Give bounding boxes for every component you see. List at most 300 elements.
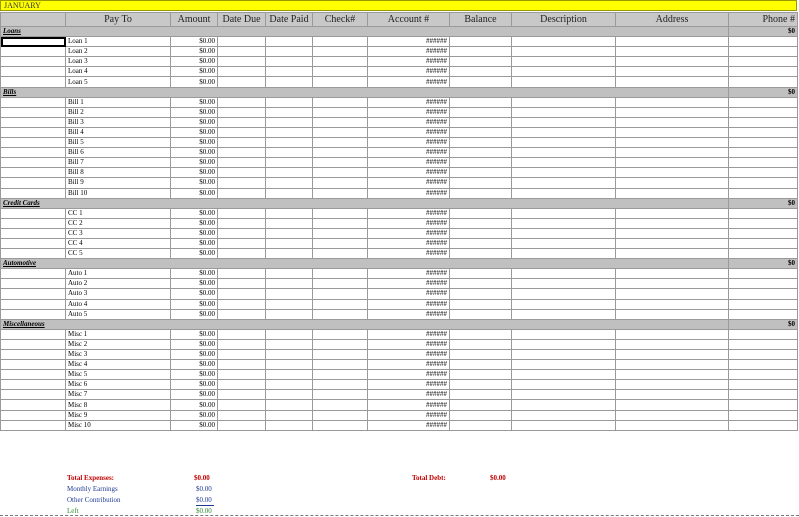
check-cell[interactable]	[313, 168, 368, 178]
balance-cell[interactable]	[450, 77, 512, 87]
phone-cell[interactable]	[729, 97, 798, 107]
date-due-cell[interactable]	[218, 350, 266, 360]
amount-cell[interactable]: $0.00	[171, 97, 218, 107]
account-cell[interactable]: ######	[368, 390, 450, 400]
check-cell[interactable]	[313, 138, 368, 148]
amount-cell[interactable]: $0.00	[171, 148, 218, 158]
description-cell[interactable]	[512, 339, 616, 349]
phone-cell[interactable]	[729, 57, 798, 67]
check-cell[interactable]	[313, 148, 368, 158]
account-cell[interactable]: ######	[368, 410, 450, 420]
amount-cell[interactable]: $0.00	[171, 269, 218, 279]
description-cell[interactable]	[512, 117, 616, 127]
address-cell[interactable]	[616, 380, 729, 390]
account-cell[interactable]: ######	[368, 370, 450, 380]
pay-to-cell[interactable]: Auto 4	[66, 299, 171, 309]
check-cell[interactable]	[313, 188, 368, 198]
date-due-cell[interactable]	[218, 107, 266, 117]
other-contribution-value[interactable]: $0.00	[196, 496, 214, 506]
section-total[interactable]: $0	[729, 259, 798, 269]
pay-to-cell[interactable]: Misc 8	[66, 400, 171, 410]
account-cell[interactable]: ######	[368, 299, 450, 309]
date-paid-cell[interactable]	[266, 370, 313, 380]
date-paid-cell[interactable]	[266, 420, 313, 430]
section-total[interactable]: $0	[729, 87, 798, 97]
amount-cell[interactable]: $0.00	[171, 249, 218, 259]
date-due-cell[interactable]	[218, 97, 266, 107]
column-header[interactable]: Amount	[171, 13, 218, 27]
amount-cell[interactable]: $0.00	[171, 339, 218, 349]
address-cell[interactable]	[616, 178, 729, 188]
row-cell[interactable]	[1, 390, 66, 400]
phone-cell[interactable]	[729, 299, 798, 309]
balance-cell[interactable]	[450, 218, 512, 228]
column-header[interactable]: Date Due	[218, 13, 266, 27]
description-cell[interactable]	[512, 279, 616, 289]
pay-to-cell[interactable]: Loan 3	[66, 57, 171, 67]
address-cell[interactable]	[616, 410, 729, 420]
account-cell[interactable]: ######	[368, 400, 450, 410]
date-paid-cell[interactable]	[266, 218, 313, 228]
address-cell[interactable]	[616, 339, 729, 349]
date-due-cell[interactable]	[218, 218, 266, 228]
description-cell[interactable]	[512, 380, 616, 390]
row-cell[interactable]	[1, 107, 66, 117]
account-cell[interactable]: ######	[368, 309, 450, 319]
row-cell[interactable]	[1, 228, 66, 238]
row-cell[interactable]	[1, 370, 66, 380]
account-cell[interactable]: ######	[368, 77, 450, 87]
description-cell[interactable]	[512, 97, 616, 107]
balance-cell[interactable]	[450, 309, 512, 319]
check-cell[interactable]	[313, 309, 368, 319]
amount-cell[interactable]: $0.00	[171, 279, 218, 289]
description-cell[interactable]	[512, 299, 616, 309]
balance-cell[interactable]	[450, 97, 512, 107]
row-cell[interactable]	[1, 67, 66, 77]
account-cell[interactable]: ######	[368, 249, 450, 259]
monthly-earnings-value[interactable]: $0.00	[196, 485, 212, 493]
amount-cell[interactable]: $0.00	[171, 127, 218, 137]
row-cell[interactable]	[1, 380, 66, 390]
row-cell[interactable]	[1, 238, 66, 248]
address-cell[interactable]	[616, 218, 729, 228]
amount-cell[interactable]: $0.00	[171, 309, 218, 319]
check-cell[interactable]	[313, 360, 368, 370]
address-cell[interactable]	[616, 329, 729, 339]
balance-cell[interactable]	[450, 400, 512, 410]
row-cell[interactable]	[1, 400, 66, 410]
phone-cell[interactable]	[729, 339, 798, 349]
pay-to-cell[interactable]: Loan 2	[66, 47, 171, 57]
date-due-cell[interactable]	[218, 208, 266, 218]
phone-cell[interactable]	[729, 360, 798, 370]
amount-cell[interactable]: $0.00	[171, 380, 218, 390]
description-cell[interactable]	[512, 57, 616, 67]
description-cell[interactable]	[512, 309, 616, 319]
balance-cell[interactable]	[450, 67, 512, 77]
row-cell[interactable]	[1, 57, 66, 67]
address-cell[interactable]	[616, 208, 729, 218]
phone-cell[interactable]	[729, 148, 798, 158]
check-cell[interactable]	[313, 238, 368, 248]
section-title[interactable]: Bills	[1, 87, 729, 97]
account-cell[interactable]: ######	[368, 279, 450, 289]
row-cell[interactable]	[1, 77, 66, 87]
date-due-cell[interactable]	[218, 360, 266, 370]
date-paid-cell[interactable]	[266, 309, 313, 319]
date-due-cell[interactable]	[218, 420, 266, 430]
balance-cell[interactable]	[450, 107, 512, 117]
row-cell[interactable]	[1, 188, 66, 198]
amount-cell[interactable]: $0.00	[171, 158, 218, 168]
row-cell[interactable]	[1, 299, 66, 309]
date-paid-cell[interactable]	[266, 380, 313, 390]
check-cell[interactable]	[313, 158, 368, 168]
date-due-cell[interactable]	[218, 329, 266, 339]
date-due-cell[interactable]	[218, 178, 266, 188]
row-cell[interactable]	[1, 117, 66, 127]
address-cell[interactable]	[616, 148, 729, 158]
balance-cell[interactable]	[450, 410, 512, 420]
balance-cell[interactable]	[450, 228, 512, 238]
account-cell[interactable]: ######	[368, 339, 450, 349]
balance-cell[interactable]	[450, 57, 512, 67]
description-cell[interactable]	[512, 329, 616, 339]
account-cell[interactable]: ######	[368, 380, 450, 390]
date-due-cell[interactable]	[218, 309, 266, 319]
balance-cell[interactable]	[450, 168, 512, 178]
header-blank[interactable]	[1, 13, 66, 27]
section-total[interactable]: $0	[729, 27, 798, 37]
date-paid-cell[interactable]	[266, 168, 313, 178]
description-cell[interactable]	[512, 208, 616, 218]
row-cell[interactable]	[1, 329, 66, 339]
phone-cell[interactable]	[729, 127, 798, 137]
pay-to-cell[interactable]: Auto 1	[66, 269, 171, 279]
address-cell[interactable]	[616, 57, 729, 67]
date-due-cell[interactable]	[218, 380, 266, 390]
account-cell[interactable]: ######	[368, 47, 450, 57]
pay-to-cell[interactable]: CC 5	[66, 249, 171, 259]
phone-cell[interactable]	[729, 208, 798, 218]
date-paid-cell[interactable]	[266, 299, 313, 309]
amount-cell[interactable]: $0.00	[171, 208, 218, 218]
amount-cell[interactable]: $0.00	[171, 178, 218, 188]
row-cell[interactable]	[1, 168, 66, 178]
balance-cell[interactable]	[450, 279, 512, 289]
date-paid-cell[interactable]	[266, 238, 313, 248]
amount-cell[interactable]: $0.00	[171, 218, 218, 228]
row-cell[interactable]	[1, 158, 66, 168]
address-cell[interactable]	[616, 97, 729, 107]
pay-to-cell[interactable]: Bill 1	[66, 97, 171, 107]
description-cell[interactable]	[512, 269, 616, 279]
pay-to-cell[interactable]: CC 3	[66, 228, 171, 238]
pay-to-cell[interactable]: Bill 10	[66, 188, 171, 198]
account-cell[interactable]: ######	[368, 420, 450, 430]
account-cell[interactable]: ######	[368, 97, 450, 107]
check-cell[interactable]	[313, 178, 368, 188]
pay-to-cell[interactable]: Bill 4	[66, 127, 171, 137]
row-cell[interactable]	[1, 148, 66, 158]
pay-to-cell[interactable]: Bill 5	[66, 138, 171, 148]
balance-cell[interactable]	[450, 289, 512, 299]
date-paid-cell[interactable]	[266, 350, 313, 360]
date-paid-cell[interactable]	[266, 228, 313, 238]
address-cell[interactable]	[616, 420, 729, 430]
phone-cell[interactable]	[729, 218, 798, 228]
phone-cell[interactable]	[729, 107, 798, 117]
phone-cell[interactable]	[729, 269, 798, 279]
balance-cell[interactable]	[450, 350, 512, 360]
phone-cell[interactable]	[729, 329, 798, 339]
address-cell[interactable]	[616, 279, 729, 289]
check-cell[interactable]	[313, 420, 368, 430]
date-paid-cell[interactable]	[266, 148, 313, 158]
date-paid-cell[interactable]	[266, 138, 313, 148]
account-cell[interactable]: ######	[368, 350, 450, 360]
check-cell[interactable]	[313, 97, 368, 107]
balance-cell[interactable]	[450, 269, 512, 279]
amount-cell[interactable]: $0.00	[171, 400, 218, 410]
pay-to-cell[interactable]: Misc 4	[66, 360, 171, 370]
section-title[interactable]: Credit Cards	[1, 198, 729, 208]
account-cell[interactable]: ######	[368, 127, 450, 137]
date-paid-cell[interactable]	[266, 400, 313, 410]
address-cell[interactable]	[616, 168, 729, 178]
check-cell[interactable]	[313, 57, 368, 67]
address-cell[interactable]	[616, 107, 729, 117]
account-cell[interactable]: ######	[368, 148, 450, 158]
pay-to-cell[interactable]: Bill 8	[66, 168, 171, 178]
balance-cell[interactable]	[450, 158, 512, 168]
phone-cell[interactable]	[729, 77, 798, 87]
pay-to-cell[interactable]: Bill 6	[66, 148, 171, 158]
balance-cell[interactable]	[450, 420, 512, 430]
address-cell[interactable]	[616, 117, 729, 127]
balance-cell[interactable]	[450, 238, 512, 248]
amount-cell[interactable]: $0.00	[171, 47, 218, 57]
section-total[interactable]: $0	[729, 319, 798, 329]
pay-to-cell[interactable]: Auto 5	[66, 309, 171, 319]
phone-cell[interactable]	[729, 47, 798, 57]
amount-cell[interactable]: $0.00	[171, 67, 218, 77]
address-cell[interactable]	[616, 370, 729, 380]
balance-cell[interactable]	[450, 380, 512, 390]
section-title[interactable]: Automotive	[1, 259, 729, 269]
date-due-cell[interactable]	[218, 289, 266, 299]
amount-cell[interactable]: $0.00	[171, 360, 218, 370]
check-cell[interactable]	[313, 77, 368, 87]
balance-cell[interactable]	[450, 47, 512, 57]
balance-cell[interactable]	[450, 117, 512, 127]
account-cell[interactable]: ######	[368, 117, 450, 127]
description-cell[interactable]	[512, 350, 616, 360]
amount-cell[interactable]: $0.00	[171, 350, 218, 360]
pay-to-cell[interactable]: CC 2	[66, 218, 171, 228]
phone-cell[interactable]	[729, 178, 798, 188]
row-cell[interactable]	[1, 97, 66, 107]
check-cell[interactable]	[313, 370, 368, 380]
date-due-cell[interactable]	[218, 47, 266, 57]
check-cell[interactable]	[313, 67, 368, 77]
description-cell[interactable]	[512, 47, 616, 57]
date-paid-cell[interactable]	[266, 249, 313, 259]
amount-cell[interactable]: $0.00	[171, 37, 218, 47]
phone-cell[interactable]	[729, 188, 798, 198]
balance-cell[interactable]	[450, 127, 512, 137]
pay-to-cell[interactable]: Misc 2	[66, 339, 171, 349]
pay-to-cell[interactable]: Loan 1	[66, 37, 171, 47]
date-due-cell[interactable]	[218, 148, 266, 158]
check-cell[interactable]	[313, 208, 368, 218]
date-due-cell[interactable]	[218, 117, 266, 127]
date-paid-cell[interactable]	[266, 329, 313, 339]
account-cell[interactable]: ######	[368, 158, 450, 168]
phone-cell[interactable]	[729, 168, 798, 178]
pay-to-cell[interactable]: Misc 3	[66, 350, 171, 360]
check-cell[interactable]	[313, 279, 368, 289]
date-due-cell[interactable]	[218, 77, 266, 87]
column-header[interactable]: Date Paid	[266, 13, 313, 27]
phone-cell[interactable]	[729, 370, 798, 380]
account-cell[interactable]: ######	[368, 289, 450, 299]
phone-cell[interactable]	[729, 228, 798, 238]
account-cell[interactable]: ######	[368, 238, 450, 248]
amount-cell[interactable]: $0.00	[171, 299, 218, 309]
row-cell[interactable]	[1, 249, 66, 259]
column-header[interactable]: Balance	[450, 13, 512, 27]
date-due-cell[interactable]	[218, 339, 266, 349]
description-cell[interactable]	[512, 420, 616, 430]
date-due-cell[interactable]	[218, 127, 266, 137]
row-cell[interactable]	[1, 208, 66, 218]
address-cell[interactable]	[616, 390, 729, 400]
account-cell[interactable]: ######	[368, 228, 450, 238]
check-cell[interactable]	[313, 299, 368, 309]
pay-to-cell[interactable]: Misc 5	[66, 370, 171, 380]
balance-cell[interactable]	[450, 188, 512, 198]
row-cell[interactable]	[1, 178, 66, 188]
date-paid-cell[interactable]	[266, 67, 313, 77]
pay-to-cell[interactable]: Misc 1	[66, 329, 171, 339]
description-cell[interactable]	[512, 178, 616, 188]
amount-cell[interactable]: $0.00	[171, 107, 218, 117]
account-cell[interactable]: ######	[368, 57, 450, 67]
date-paid-cell[interactable]	[266, 188, 313, 198]
phone-cell[interactable]	[729, 380, 798, 390]
date-paid-cell[interactable]	[266, 117, 313, 127]
account-cell[interactable]: ######	[368, 67, 450, 77]
check-cell[interactable]	[313, 249, 368, 259]
amount-cell[interactable]: $0.00	[171, 289, 218, 299]
check-cell[interactable]	[313, 329, 368, 339]
phone-cell[interactable]	[729, 400, 798, 410]
row-cell[interactable]	[1, 269, 66, 279]
balance-cell[interactable]	[450, 339, 512, 349]
phone-cell[interactable]	[729, 350, 798, 360]
address-cell[interactable]	[616, 249, 729, 259]
phone-cell[interactable]	[729, 138, 798, 148]
amount-cell[interactable]: $0.00	[171, 370, 218, 380]
address-cell[interactable]	[616, 289, 729, 299]
date-due-cell[interactable]	[218, 299, 266, 309]
pay-to-cell[interactable]: Bill 3	[66, 117, 171, 127]
check-cell[interactable]	[313, 289, 368, 299]
balance-cell[interactable]	[450, 360, 512, 370]
date-due-cell[interactable]	[218, 37, 266, 47]
balance-cell[interactable]	[450, 37, 512, 47]
phone-cell[interactable]	[729, 390, 798, 400]
row-cell[interactable]	[1, 360, 66, 370]
pay-to-cell[interactable]: Bill 9	[66, 178, 171, 188]
balance-cell[interactable]	[450, 329, 512, 339]
address-cell[interactable]	[616, 77, 729, 87]
balance-cell[interactable]	[450, 249, 512, 259]
column-header[interactable]: Check#	[313, 13, 368, 27]
account-cell[interactable]: ######	[368, 360, 450, 370]
row-cell[interactable]	[1, 127, 66, 137]
date-paid-cell[interactable]	[266, 57, 313, 67]
account-cell[interactable]: ######	[368, 138, 450, 148]
address-cell[interactable]	[616, 350, 729, 360]
amount-cell[interactable]: $0.00	[171, 329, 218, 339]
date-due-cell[interactable]	[218, 67, 266, 77]
phone-cell[interactable]	[729, 249, 798, 259]
account-cell[interactable]: ######	[368, 218, 450, 228]
pay-to-cell[interactable]: CC 1	[66, 208, 171, 218]
check-cell[interactable]	[313, 127, 368, 137]
address-cell[interactable]	[616, 228, 729, 238]
pay-to-cell[interactable]: Loan 4	[66, 67, 171, 77]
amount-cell[interactable]: $0.00	[171, 138, 218, 148]
pay-to-cell[interactable]: CC 4	[66, 238, 171, 248]
balance-cell[interactable]	[450, 138, 512, 148]
address-cell[interactable]	[616, 47, 729, 57]
date-paid-cell[interactable]	[266, 127, 313, 137]
description-cell[interactable]	[512, 249, 616, 259]
address-cell[interactable]	[616, 360, 729, 370]
address-cell[interactable]	[616, 309, 729, 319]
date-paid-cell[interactable]	[266, 289, 313, 299]
pay-to-cell[interactable]: Auto 3	[66, 289, 171, 299]
description-cell[interactable]	[512, 410, 616, 420]
row-cell[interactable]	[1, 138, 66, 148]
check-cell[interactable]	[313, 350, 368, 360]
check-cell[interactable]	[313, 117, 368, 127]
row-cell[interactable]	[1, 279, 66, 289]
check-cell[interactable]	[313, 37, 368, 47]
description-cell[interactable]	[512, 148, 616, 158]
date-paid-cell[interactable]	[266, 390, 313, 400]
description-cell[interactable]	[512, 158, 616, 168]
description-cell[interactable]	[512, 390, 616, 400]
date-due-cell[interactable]	[218, 188, 266, 198]
phone-cell[interactable]	[729, 158, 798, 168]
left-value[interactable]: $0.00	[196, 507, 212, 515]
amount-cell[interactable]: $0.00	[171, 228, 218, 238]
pay-to-cell[interactable]: Auto 2	[66, 279, 171, 289]
amount-cell[interactable]: $0.00	[171, 188, 218, 198]
date-paid-cell[interactable]	[266, 97, 313, 107]
date-due-cell[interactable]	[218, 400, 266, 410]
account-cell[interactable]: ######	[368, 269, 450, 279]
description-cell[interactable]	[512, 138, 616, 148]
row-cell[interactable]	[1, 218, 66, 228]
amount-cell[interactable]: $0.00	[171, 390, 218, 400]
date-paid-cell[interactable]	[266, 37, 313, 47]
